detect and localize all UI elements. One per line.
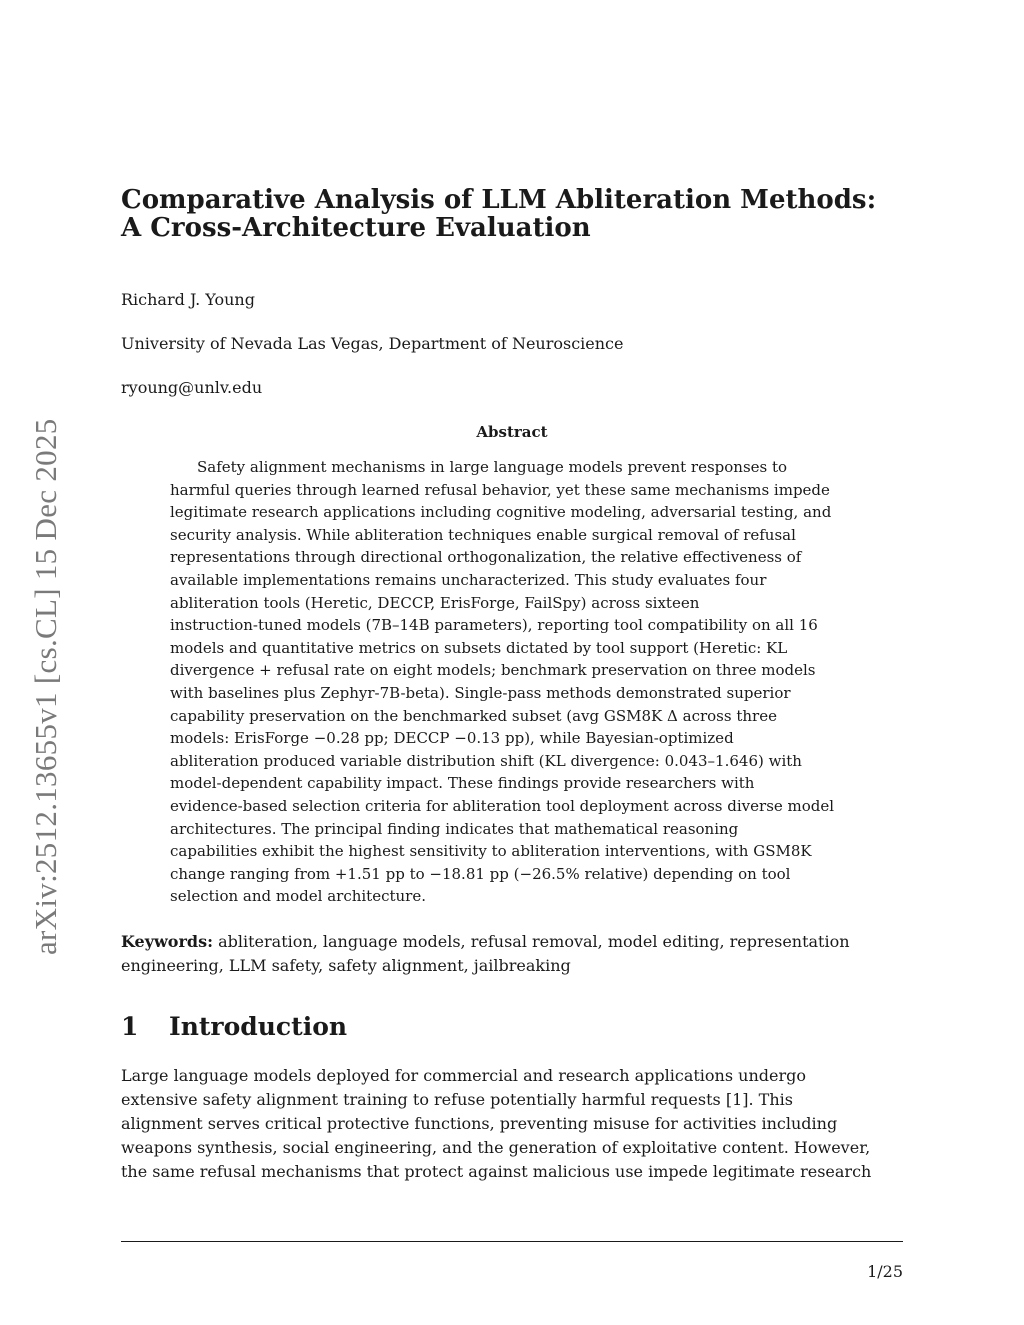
abstract-line: capabilities exhibit the highest sensitivity to abliteration interventions, with GSM8K xyxy=(170,842,812,861)
intro-line: Large language models deployed for commercial and research applications undergo xyxy=(121,1066,806,1085)
keywords xyxy=(121,930,911,978)
keywords-label: Keywords: xyxy=(121,932,214,951)
section-heading-introduction xyxy=(121,1012,347,1041)
intro-line: extensive safety alignment training to refuse potentially harmful requests [1]. This xyxy=(121,1090,793,1109)
abstract-line: model-dependent capability impact. These findings provide researchers with xyxy=(170,774,755,793)
intro-line: the same refusal mechanisms that protect against malicious use impede legitimate research xyxy=(121,1162,872,1181)
abstract-line: harmful queries through learned refusal behavior, yet these same mechanisms impede xyxy=(170,480,830,499)
intro-line: weapons synthesis, social engineering, and the generation of exploitative content. However, xyxy=(121,1138,871,1157)
abstract-line: security analysis. While abliteration techniques enable surgical removal of refusal xyxy=(170,525,796,544)
abstract-line: capability preservation on the benchmarked subset (avg GSM8K Δ across three xyxy=(170,706,777,725)
abstract-line: with baselines plus Zephyr-7B-beta). Single-pass methods demonstrated superior xyxy=(170,683,791,702)
abstract-line: change ranging from +1.51 pp to −18.81 pp (−26.5% relative) depending on tool xyxy=(170,864,791,883)
title-line-1: Comparative Analysis of LLM Abliteration Methods: xyxy=(121,185,877,215)
author-name: Richard J. Young xyxy=(121,290,255,309)
abstract-line: architectures. The principal finding indicates that mathematical reasoning xyxy=(170,819,739,838)
keywords-text-2: engineering, LLM safety, safety alignment, jailbreaking xyxy=(121,956,571,975)
abstract-heading: Abstract xyxy=(476,423,548,441)
introduction-paragraph xyxy=(121,1064,911,1184)
abstract-line: models and quantitative metrics on subsets dictated by tool support (Heretic: KL xyxy=(170,638,788,657)
abstract-line: evidence-based selection criteria for abliteration tool deployment across diverse model xyxy=(170,796,835,815)
author-email[interactable]: ryoung@unlv.edu xyxy=(121,378,263,397)
abstract-line: models: ErisForge −0.28 pp; DECCP −0.13 pp), while Bayesian-optimized xyxy=(170,729,734,748)
author-affiliation: University of Nevada Las Vegas, Department of Neuroscience xyxy=(121,334,624,353)
keywords-line-1 xyxy=(121,930,911,954)
abstract-line: representations through directional orthogonalization, the relative effectiveness of xyxy=(170,548,802,567)
abstract-line: abliteration tools (Heretic, DECCP, ErisForge, FailSpy) across sixteen xyxy=(170,593,700,612)
footer-rule xyxy=(121,1241,903,1242)
page-number: 1/25 xyxy=(867,1262,903,1281)
keywords-text-1: abliteration, language models, refusal removal, model editing, representation xyxy=(218,932,850,951)
section-title: Introduction xyxy=(169,1012,348,1041)
intro-line: alignment serves critical protective functions, preventing misuse for activities including xyxy=(121,1114,838,1133)
abstract-line: legitimate research applications including cognitive modeling, adversarial testing, and xyxy=(170,503,832,522)
abstract-body xyxy=(170,456,860,908)
abstract-line: selection and model architecture. xyxy=(170,887,426,906)
abstract-line: available implementations remains uncharacterized. This study evaluates four xyxy=(170,570,767,589)
section-number: 1 xyxy=(121,1012,139,1041)
abstract-line: divergence + refusal rate on eight models; benchmark preservation on three models xyxy=(170,661,816,680)
title-line-2: A Cross-Architecture Evaluation xyxy=(121,213,591,243)
abstract-line: abliteration produced variable distribution shift (KL divergence: 0.043–1.646) with xyxy=(170,751,802,770)
paper-title xyxy=(121,186,921,242)
arxiv-identifier[interactable]: arXiv:2512.13655v1 [cs.CL] 15 Dec 2025 xyxy=(28,418,63,955)
abstract-line: instruction-tuned models (7B–14B parameters), reporting tool compatibility on all 16 xyxy=(170,616,818,635)
abstract-line: Safety alignment mechanisms in large language models prevent responses to xyxy=(197,458,788,476)
